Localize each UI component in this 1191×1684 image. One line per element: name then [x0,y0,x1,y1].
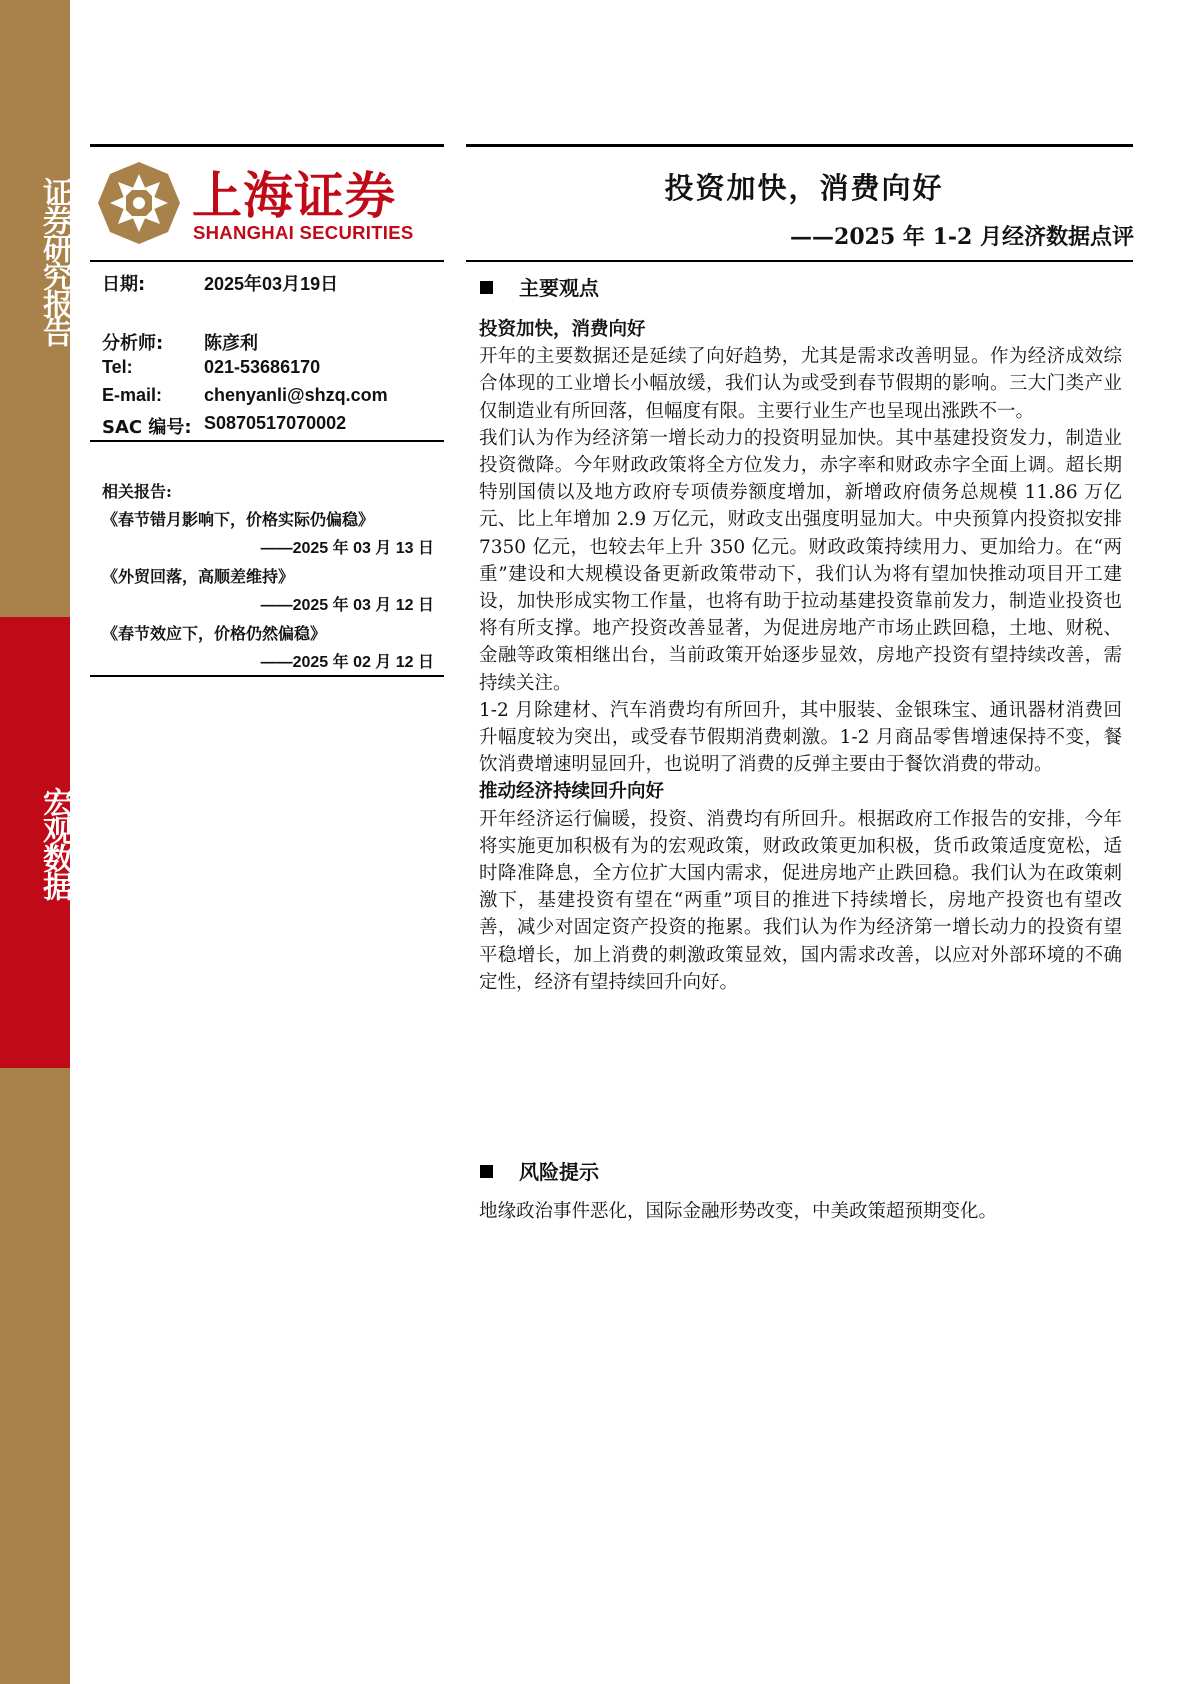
report-subtitle: ——2025 年 1-2 月经济数据点评 [790,224,1134,250]
analyst-value: 陈彦利 [204,333,258,354]
paragraph: 开年的主要数据还是延续了向好趋势，尤其是需求改善明显。作为经济成效综合体现的工业增长小幅放缓，我们认为或受到春节假期的影响。三大门类产业仅制造业有所回落，但幅度有限。主要行业生产也呈现出涨跌不一。 [479,346,1122,422]
date-label: 日期: [102,274,146,295]
related-reports-title: 相关报告: [102,482,172,501]
email-value: chenyanli@shzq.com [204,385,388,405]
risk-paragraph: 地缘政治事件恶化，国际金融形势改变，中美政策超预期变化。 [479,1201,998,1222]
section-title: 风险提示 [519,1160,599,1184]
tel-label: Tel: [102,357,133,377]
related-report-date: ——2025 年 03 月 12 日 [260,597,434,614]
category-label: 宏观数据 [37,787,72,899]
left-logo-rule [90,260,444,262]
left-top-rule [90,144,444,147]
company-logo-icon [96,160,182,246]
paragraph: 1-2 月除建材、汽车消费均有所回升，其中服装、金银珠宝、通讯器材消费回升幅度较为突出，或受春节假期消费刺激。1-2 月商品零售增速保持不变，餐饮消费增速明显回升，也说明了消费的反弹主要由于餐饮消费的带动。 [479,699,1122,776]
subheading: 推动经济持续回升向好 [479,781,665,803]
main-body [479,316,1122,996]
paragraph: 开年经济运行偏暖，投资、消费均有所回升。根据政府工作报告的安排，今年将实施更加积极有为的宏观政策，财政政策更加积极，货币政策适度宽松，适时降准降息，全方位扩大国内需求，促进房地产止跌回稳。我们认为在政策刺激下，基建投资有望在“两重”项目的推进下持续增长，房地产投资也有望改善，减少对固定资产投资的拖累。我们认为作为经济第一增长动力的投资有望平稳增长，加上消费的刺激政策显效，国内需求改善，以应对外部环境的不确定性，经济有望持续回升向好。 [479,808,1122,993]
date-value: 2025年03月19日 [204,274,339,294]
tel-value: 021-53686170 [204,357,321,377]
related-report-title: 《春节效应下，价格仍然偏稳》 [102,624,327,643]
report-type-label: 证券研究报告 [37,177,72,345]
square-bullet-icon [480,1165,493,1178]
email-label: E-mail: [102,385,163,405]
section-heading-risk [480,1156,599,1185]
paragraph: 我们认为作为经济第一增长动力的投资明显加快。其中基建投资发力，制造业投资微降。今年财政政策将全方位发力，赤字率和财政赤字全面上调。超长期特别国债以及地方政府专项债券额度增加，新增政府债务总规模 11.86 万亿元、比上年增加 2.9 万亿元，财政支出强度明显加大。中央预算内投资拟安排 7350 亿元，也较去年上升 350 亿元。财政政策持续用力、更加给力。在“两重”建设和大规模设备更新政策带动下，我们认为将有望加快推动项目开工建设，加快形成实物工作量，也将有助于拉动基建投资靠前发力，制造业投资也将有所支撑。地产投资改善显著，为促进房地产市场止跌回稳，土地、财税、金融等政策相继出台，当前政策开始逐步显效，房地产投资有望持续改善，需持续关注。 [479,427,1122,694]
related-report-title: 《外贸回落，高顺差维持》 [102,567,295,586]
sac-value: S0870517070002 [204,413,347,433]
info-bottom-rule [90,440,444,442]
related-report-date: ——2025 年 02 月 12 日 [260,654,434,671]
square-bullet-icon [480,281,493,294]
analyst-label: 分析师: [102,333,164,354]
report-title: 投资加快，消费向好 [664,171,944,205]
subheading: 投资加快，消费向好 [479,319,646,340]
brand-name-cn: 上海证券 [192,167,396,225]
related-bottom-rule [90,675,444,677]
sac-label: SAC 编号: [102,417,192,438]
brand-name-en: SHANGHAI SECURITIES [193,222,414,243]
right-header-rule [466,260,1133,262]
section-title: 主要观点 [519,276,599,300]
related-report-date: ——2025 年 03 月 13 日 [260,540,434,557]
right-top-rule [466,144,1133,147]
section-heading-key-points [480,272,599,301]
related-report-title: 《春节错月影响下，价格实际仍偏稳》 [102,510,375,529]
risk-body [479,1198,1122,1225]
